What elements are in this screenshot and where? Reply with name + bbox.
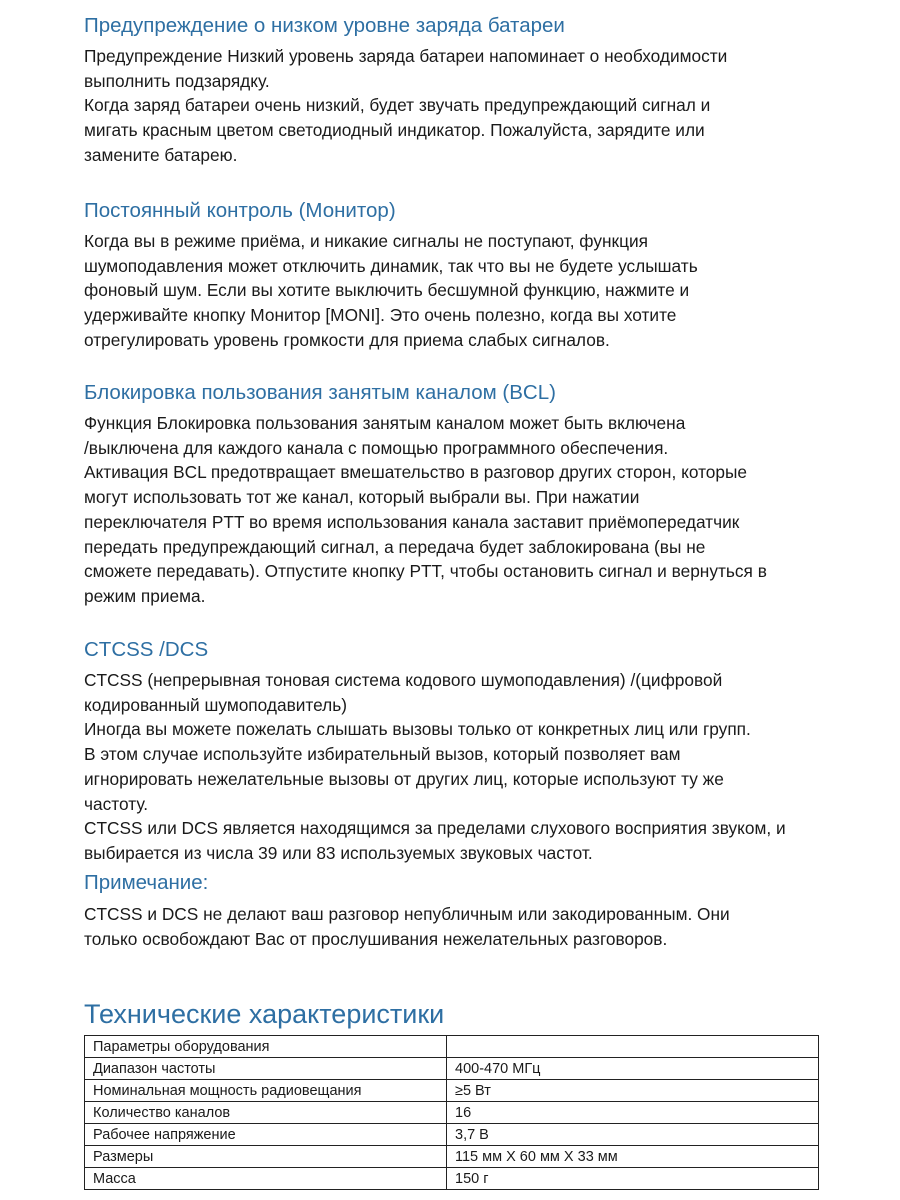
paragraph-line: /выключена для каждого канала с помощью программного обеспечения.	[84, 437, 669, 458]
section-ctcss-dcs	[84, 636, 844, 866]
paragraph-line: режим приема.	[84, 585, 206, 606]
paragraph-line: отрегулировать уровень громкости для приема слабых сигналов.	[84, 329, 610, 350]
paragraph-line: фоновый шум. Если вы хотите выключить бесшумной функцию, нажмите и	[84, 280, 690, 301]
paragraph-line: Когда заряд батареи очень низкий, будет звучать предупреждающий сигнал и	[84, 95, 711, 116]
table-row	[85, 1146, 819, 1168]
paragraph-line: Активация BCL предотвращает вмешательство в разговор других сторон, которые	[84, 462, 748, 483]
paragraph-line: Предупреждение Низкий уровень заряда батареи напоминает о необходимости	[84, 46, 728, 66]
paragraph-line: шумоподавления может отключить динамик, так что вы не будете услышать	[84, 255, 698, 276]
paragraph-line: переключателя PTT во время использования канала заставит приёмопередатчик	[84, 511, 740, 532]
paragraph-line: Функция Блокировка пользования занятым каналом может быть включена	[84, 413, 686, 433]
table-row	[85, 1168, 819, 1190]
spec-value-cell: 150 г	[447, 1168, 819, 1190]
paragraph-line: частоту.	[84, 793, 149, 814]
paragraph-line: игнорировать нежелательные вызовы от других лиц, которые используют ту же	[84, 768, 724, 789]
paragraph-line: В этом случае используйте избирательный вызов, который позволяет вам	[84, 744, 681, 765]
spec-value-cell: 3,7 В	[447, 1124, 819, 1146]
section-bcl	[84, 379, 844, 609]
section-heading: Предупреждение о низком уровне заряда батареи	[84, 14, 565, 37]
section-heading: CTCSS /DCS	[84, 638, 209, 661]
section-heading: Примечание:	[84, 871, 209, 894]
paragraph-line: Когда вы в режиме приёма, и никакие сигналы не поступают, функция	[84, 231, 648, 251]
paragraph-line: только освобождают Вас от прослушивания нежелательных разговоров.	[84, 928, 668, 949]
paragraph-line: замените батарею.	[84, 144, 238, 165]
spec-param-cell: Номинальная мощность радиовещания	[85, 1080, 447, 1102]
section-low-battery	[84, 12, 844, 168]
specs-title: Технические характеристики	[84, 999, 445, 1029]
section-note	[84, 869, 844, 951]
spec-param-cell: Диапазон частоты	[85, 1058, 447, 1080]
spec-value-cell	[447, 1036, 819, 1058]
spec-param-cell: Параметры оборудования	[85, 1036, 447, 1058]
paragraph-line: выбирается из числа 39 или 83 используемых звуковых частот.	[84, 842, 593, 863]
paragraph-line: CTCSS и DCS не делают ваш разговор непубличным или закодированным. Они	[84, 904, 730, 924]
paragraph-line: мигать красным цветом светодиодный индикатор. Пожалуйста, зарядите или	[84, 120, 705, 141]
paragraph-line: передать предупреждающий сигнал, а передача будет заблокирована (вы не	[84, 536, 706, 557]
paragraph-line: выполнить подзарядку.	[84, 70, 270, 91]
section-heading: Блокировка пользования занятым каналом (BCL)	[84, 381, 556, 404]
table-row	[85, 1058, 819, 1080]
spec-param-cell: Масса	[85, 1168, 447, 1190]
section-heading: Постоянный контроль (Монитор)	[84, 199, 396, 222]
spec-param-cell: Рабочее напряжение	[85, 1124, 447, 1146]
spec-value-cell: 115 мм X 60 мм X 33 мм	[447, 1146, 819, 1168]
paragraph-line: Иногда вы можете пожелать слышать вызовы только от конкретных лиц или групп.	[84, 719, 751, 740]
table-row	[85, 1080, 819, 1102]
spec-value-cell: 16	[447, 1102, 819, 1124]
section-monitor	[84, 197, 844, 353]
paragraph-line: сможете передавать). Отпустите кнопку PTT, чтобы остановить сигнал и вернуться в	[84, 561, 767, 582]
table-row	[85, 1124, 819, 1146]
spec-value-cell: 400-470 МГц	[447, 1058, 819, 1080]
spec-value-cell: ≥5 Вт	[447, 1080, 819, 1102]
paragraph-line: могут использовать тот же канал, который выбрали вы. При нажатии	[84, 487, 640, 508]
spec-param-cell: Количество каналов	[85, 1102, 447, 1124]
table-row	[85, 1102, 819, 1124]
paragraph-line: кодированный шумоподавитель)	[84, 694, 348, 715]
paragraph-line: CTCSS или DCS является находящимся за пределами слухового восприятия звуком, и	[84, 818, 786, 839]
paragraph-line: CTCSS (непрерывная тоновая система кодового шумоподавления) /(цифровой	[84, 670, 723, 690]
paragraph-line: удерживайте кнопку Монитор [MONI]. Это очень полезно, когда вы хотите	[84, 305, 677, 326]
table-row	[85, 1036, 819, 1058]
specs-table	[84, 1035, 819, 1190]
spec-param-cell: Размеры	[85, 1146, 447, 1168]
